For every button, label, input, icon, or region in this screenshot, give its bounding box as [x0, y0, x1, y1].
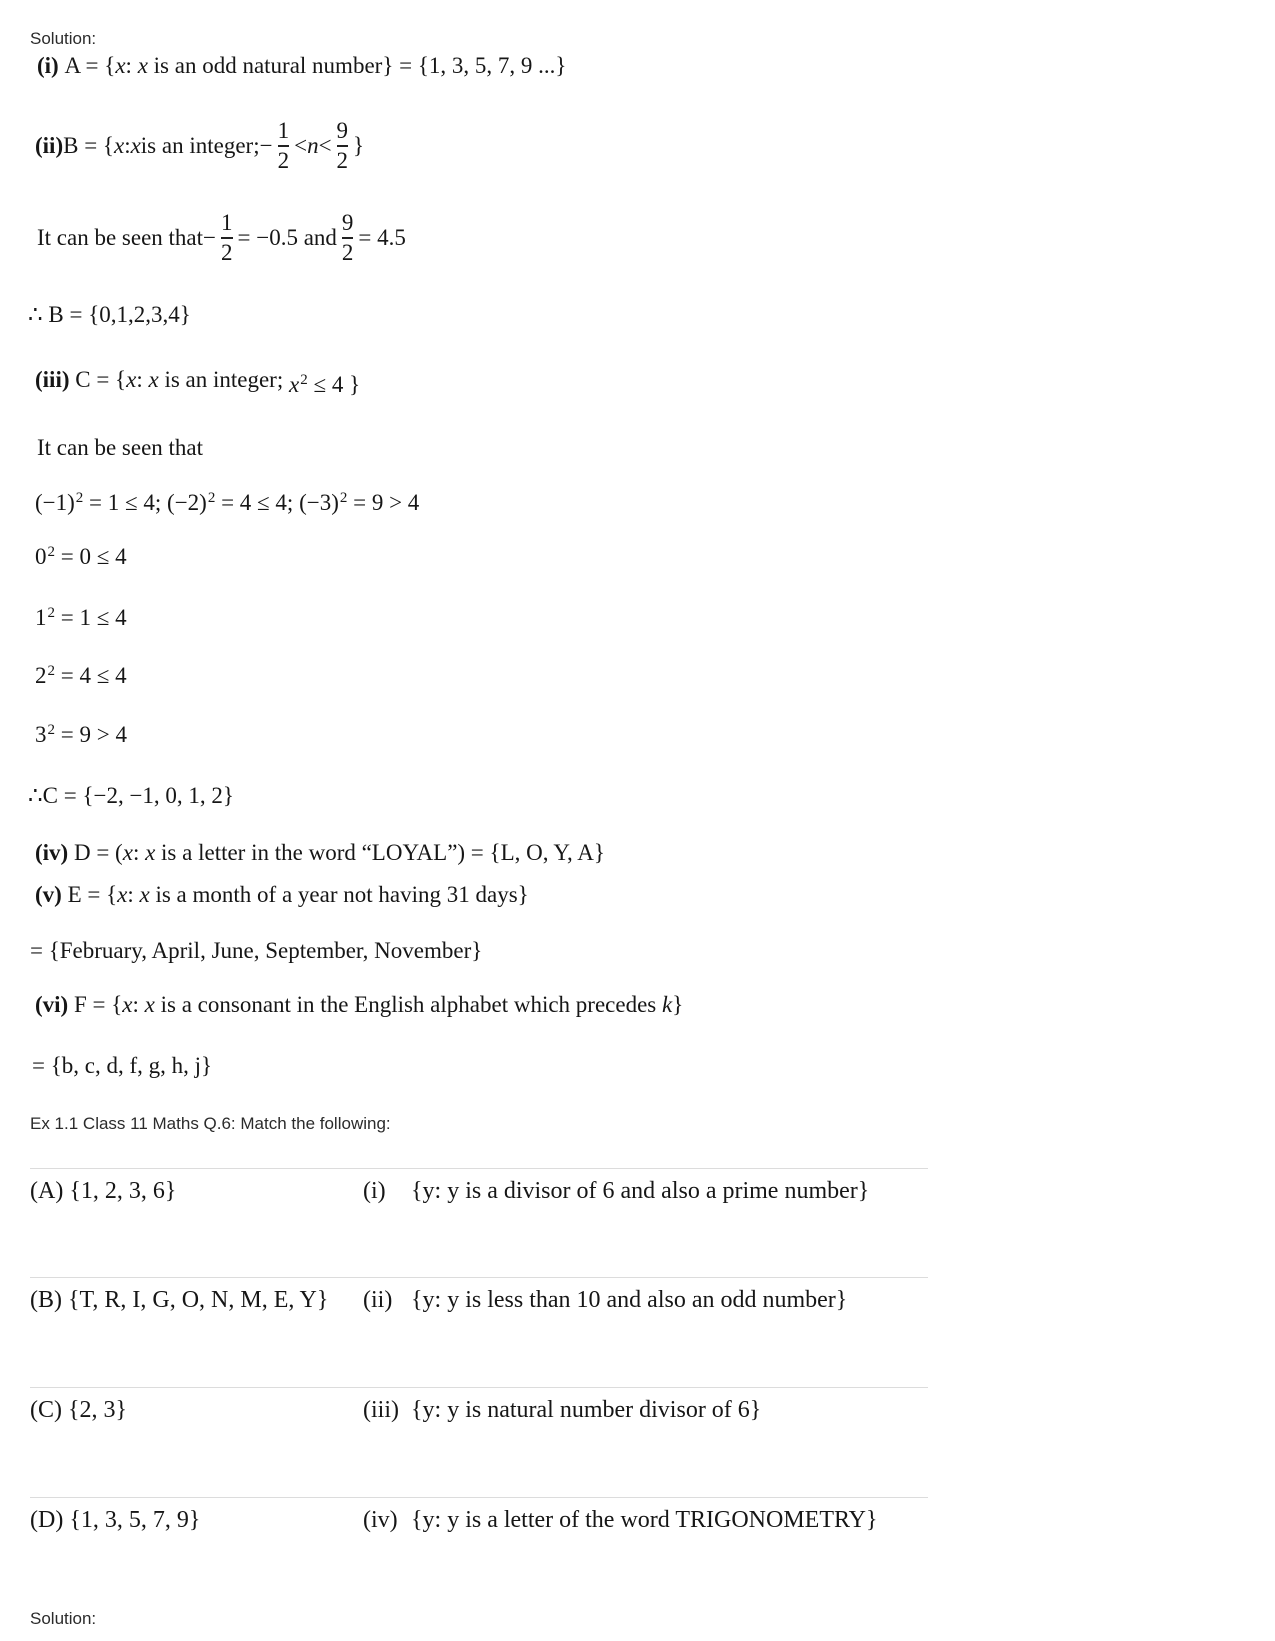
text-segment: (i): [37, 53, 65, 78]
text-segment: (−1): [35, 490, 75, 515]
text-segment: 0: [35, 544, 47, 569]
text-segment: 2: [75, 490, 84, 506]
text-segment: k: [662, 992, 673, 1017]
text-segment: x: [148, 367, 159, 392]
fraction-bar: [278, 145, 290, 147]
match-right-description: {y: y is natural number divisor of 6}: [411, 1397, 762, 1423]
text-segment: is a consonant in the English alphabet which precedes: [154, 992, 662, 1017]
text-segment: E = {: [67, 882, 118, 907]
text-segment: is a month of a year not having 31 days}: [149, 882, 529, 907]
match-right-cell: [363, 1287, 928, 1314]
text-segment: = 1 ≤ 4; (−2): [83, 490, 207, 515]
text-segment: x: [122, 992, 133, 1017]
line-seen-fractions: [37, 203, 406, 273]
fraction: [342, 210, 354, 267]
text-segment: = 9 > 4: [55, 722, 127, 747]
fraction: [278, 118, 290, 175]
fraction-denominator: 2: [277, 148, 290, 173]
text-segment: = 9 > 4: [347, 490, 420, 515]
text-segment: 2: [339, 490, 348, 506]
text-segment: = {b, c, d, f, g, h, j}: [32, 1053, 213, 1078]
line-part-i: [37, 52, 566, 80]
text-segment: is an integer;: [158, 367, 289, 392]
match-right-marker: (ii): [363, 1287, 393, 1313]
text-segment: = 4 ≤ 4: [55, 663, 127, 688]
line-square-1: [35, 604, 127, 632]
text-segment: :: [136, 367, 149, 392]
line-part-iv: [35, 839, 605, 867]
text-segment: <: [318, 133, 332, 159]
solution-label-top: Solution:: [30, 29, 97, 48]
text-segment: :: [125, 53, 138, 78]
text-segment: 2: [47, 544, 55, 560]
text-segment: x: [122, 840, 133, 865]
text-segment: is an odd natural number} = {1, 3, 5, 7, 9 ...}: [147, 53, 567, 78]
text-segment: = 0 ≤ 4: [55, 544, 127, 569]
fraction: [337, 118, 349, 175]
line-set-F: [32, 1052, 212, 1080]
text-segment: x: [115, 53, 126, 78]
match-left-cell: (D) {1, 3, 5, 7, 9}: [30, 1507, 201, 1533]
text-segment: −: [203, 225, 217, 251]
text-segment: It can be seen that: [37, 225, 204, 251]
match-right-description: {y: y is less than 10 and also an odd number}: [411, 1287, 848, 1313]
text-segment: (iv): [35, 840, 74, 865]
match-right-description: {y: y is a divisor of 6 and also a prime number}: [411, 1178, 870, 1204]
text-segment: is an integer;: [140, 133, 260, 159]
line-square-0: [35, 543, 127, 571]
match-right-cell: [363, 1507, 928, 1534]
line-part-v: [35, 881, 529, 909]
fraction-denominator: 2: [341, 240, 354, 265]
text-segment: 2: [47, 722, 55, 738]
text-segment: B = {: [63, 133, 114, 159]
exercise-heading: Ex 1.1 Class 11 Maths Q.6: Match the following:: [30, 1114, 391, 1133]
text-segment: 2: [35, 663, 47, 688]
text-segment: ≤ 4 }: [307, 372, 361, 397]
text-segment: x: [139, 882, 150, 907]
text-segment: C = {: [75, 367, 127, 392]
solution-label-bottom: Solution:: [30, 1609, 97, 1628]
text-segment: F = {: [73, 992, 123, 1017]
text-segment: 2: [47, 605, 55, 621]
text-segment: :: [124, 133, 131, 159]
text-segment: 3: [35, 722, 47, 747]
fraction: [221, 210, 233, 267]
text-segment: ∴ B = {0,1,2,3,4}: [28, 302, 191, 327]
line-set-E: [30, 937, 482, 965]
line-seen-text: [37, 434, 203, 462]
line-set-C: [28, 782, 234, 810]
match-right-cell: [363, 1397, 928, 1424]
text-segment: 2: [47, 663, 55, 679]
match-right-marker: (iii): [363, 1397, 399, 1423]
text-segment: :: [127, 882, 140, 907]
text-segment: A = {: [64, 53, 116, 78]
text-segment: 2: [300, 372, 308, 388]
text-segment: D = (: [73, 840, 123, 865]
line-part-ii: [35, 111, 364, 181]
fraction-numerator: 9: [336, 117, 349, 143]
match-right-description: {y: y is a letter of the word TRIGONOMETRY}: [411, 1507, 878, 1533]
text-segment: is a letter in the word “LOYAL”) = {L, O, Y, A}: [155, 840, 605, 865]
text-segment: −: [259, 133, 273, 159]
text-segment: It can be seen that: [37, 435, 204, 460]
text-segment: = −0.5 and: [237, 225, 337, 251]
text-segment: n: [307, 133, 319, 159]
match-left-cell: (C) {2, 3}: [30, 1397, 128, 1423]
line-part-iii: [35, 366, 361, 397]
fraction-numerator: 1: [221, 209, 233, 235]
text-segment: x: [144, 992, 155, 1017]
match-left-cell: (B) {T, R, I, G, O, N, M, E, Y}: [30, 1287, 329, 1313]
text-segment: x: [130, 133, 141, 159]
text-segment: <: [294, 133, 308, 159]
line-set-B: [28, 301, 191, 329]
text-segment: x: [113, 133, 125, 159]
line-square-3: [35, 721, 127, 749]
text-segment: = 4.5: [358, 225, 406, 251]
fraction-bar: [221, 237, 233, 239]
match-left-cell: (A) {1, 2, 3, 6}: [30, 1178, 177, 1204]
text-segment: :: [132, 840, 146, 865]
table-row: [30, 1277, 928, 1314]
text-segment: (ii): [35, 133, 64, 159]
fraction-denominator: 2: [221, 240, 233, 265]
text-segment: = 1 ≤ 4: [55, 605, 127, 630]
text-segment: }: [672, 992, 684, 1017]
table-row: [30, 1168, 928, 1205]
text-segment: :: [132, 992, 145, 1017]
text-segment: 1: [35, 605, 47, 630]
match-right-cell: [363, 1178, 928, 1205]
text-segment: (v): [35, 882, 68, 907]
table-row: [30, 1387, 928, 1424]
fraction-numerator: 9: [341, 209, 354, 235]
text-segment: x: [137, 53, 148, 78]
text-segment: = 4 ≤ 4; (−3): [215, 490, 339, 515]
line-square-2: [35, 662, 127, 690]
text-segment: x: [117, 882, 128, 907]
fraction-bar: [342, 237, 354, 239]
text-segment: 2: [207, 490, 216, 506]
match-right-marker: (i): [363, 1178, 386, 1204]
line-part-vi: [35, 991, 683, 1019]
text-segment: x: [126, 367, 137, 392]
text-segment: x: [288, 372, 300, 397]
table-row: [30, 1497, 928, 1534]
text-segment: x: [145, 840, 156, 865]
line-squares-negative: [35, 489, 419, 517]
text-segment: (iii): [35, 367, 76, 392]
match-right-marker: (iv): [363, 1507, 398, 1533]
fraction-bar: [337, 145, 349, 147]
text-segment: = {February, April, June, September, November}: [30, 938, 483, 963]
text-segment: (vi): [35, 992, 74, 1017]
text-segment: ∴C = {−2, −1, 0, 1, 2}: [28, 783, 234, 808]
text-segment: }: [353, 133, 365, 159]
fraction-numerator: 1: [277, 117, 290, 143]
fraction-denominator: 2: [336, 148, 349, 173]
